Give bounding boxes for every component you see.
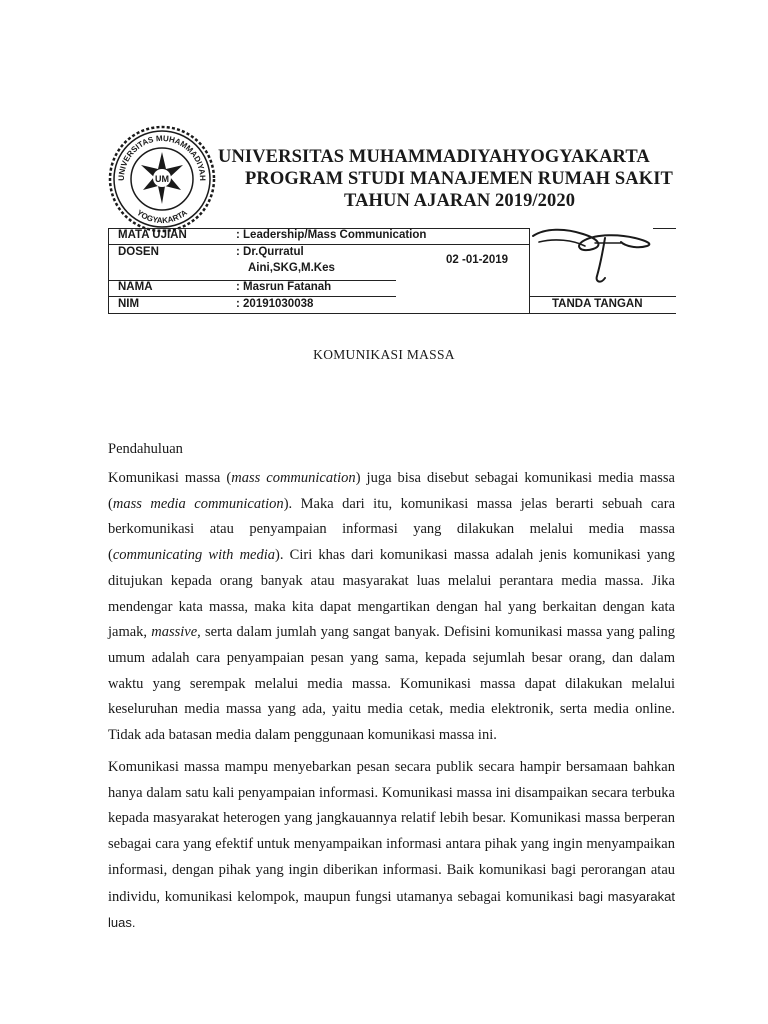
dosen-value-line1: : Dr.Qurratul [236, 246, 304, 258]
p1-text: ). Ciri khas dari komunikasi massa adalah jenis komunikasi yang ditujukan kepada orang banyak atau masyarakat luas melalui perantara media massa. Jika mendengar kata massa, maka kita dapat mengartikan dengan hal yang berkaitan dengan kata jamak, [108, 547, 675, 641]
paragraph-2 [108, 755, 675, 937]
signature-label: TANDA TANGAN [552, 298, 643, 310]
dosen-value-line2: Aini,SKG,M.Kes [248, 262, 335, 274]
p1-italic: massive [151, 624, 198, 641]
university-name: UNIVERSITAS MUHAMMADIYAHYOGYAKARTA [218, 147, 650, 167]
p1-text: ). Maka dari itu, komunikasi massa jelas berarti sebuah cara berkomunikasi atau penyampaian informasi yang dilakukan melalui media massa ( [108, 495, 676, 564]
table-rule [108, 244, 529, 245]
p1-italic: communicating with media [112, 547, 276, 564]
nim-label: NIM [118, 298, 140, 310]
document-title: KOMUNIKASI MASSA [313, 347, 455, 362]
paragraph-1 [108, 466, 675, 749]
university-seal-logo [108, 125, 216, 233]
program-name: PROGRAM STUDI MANAJEMEN RUMAH SAKIT [245, 169, 673, 189]
p1-italic: mass media communication [112, 495, 284, 512]
svg-text:UM: UM [155, 174, 169, 184]
section-heading: Pendahuluan [108, 441, 183, 457]
table-rule [108, 313, 676, 314]
p1-text: ) juga bisa disebut sebagai komunikasi media massa ( [108, 470, 675, 512]
p2-text-sans: bagi masyarakat luas. [108, 888, 675, 931]
dosen-label: DOSEN [118, 246, 159, 258]
exam-date: 02 -01-2019 [446, 254, 509, 266]
p1-italic: mass communication [231, 470, 356, 486]
table-rule [108, 228, 109, 313]
p2-text: Komunikasi massa mampu menyebarkan pesan secara publik secara hampir bersamaan bahkan hanya dalam satu kali penyampaian informasi. Komunikasi massa ini disampaikan secara terbuka kepada masyarakat heterogen yang jangkauannya relatif lebih besar. Komunikasi massa berperan sebagai cara yang efektif untuk menyampaikan informasi antara pihak yang ingin menyampaikan informasi, dengan pihak yang ingin diberikan informasi. Baik komunikasi bagi perorangan atau individu, komunikasi kelompok, maupun fungsi utamanya sebagai komunikasi [108, 759, 675, 905]
nama-value: : Masrun Fatanah [236, 281, 332, 293]
p1-text: Komunikasi massa ( [108, 470, 232, 486]
mata-ujian-label: MATA UJIAN [118, 229, 187, 241]
p1-text: , serta dalam jumlah yang sangat banyak. Defisini komunikasi massa yang paling umum adalah cara penyampaian pesan yang sama, kepada sejumlah besar orang, dan dalam waktu yang serempak melalui media massa. Komunikasi massa dapat dilakukan melalui keseluruhan media massa yang ada, yaitu media cetak, media elektronik, serta media online. Tidak ada batasan media dalam penggunaan komunikasi massa ini. [108, 624, 675, 744]
nama-label: NAMA [118, 281, 153, 293]
svg-text:YOGYAKARTA: YOGYAKARTA [135, 208, 189, 226]
table-rule [108, 296, 396, 297]
mata-ujian-value: : Leadership/Mass Communication [236, 229, 427, 241]
handwritten-signature [525, 222, 665, 290]
academic-year: TAHUN AJARAN 2019/2020 [344, 191, 576, 211]
nim-value: : 20191030038 [236, 298, 314, 310]
table-rule [530, 296, 676, 297]
svg-text:UNIVERSITAS MUHAMMADIYAH: UNIVERSITAS MUHAMMADIYAH [116, 133, 208, 181]
